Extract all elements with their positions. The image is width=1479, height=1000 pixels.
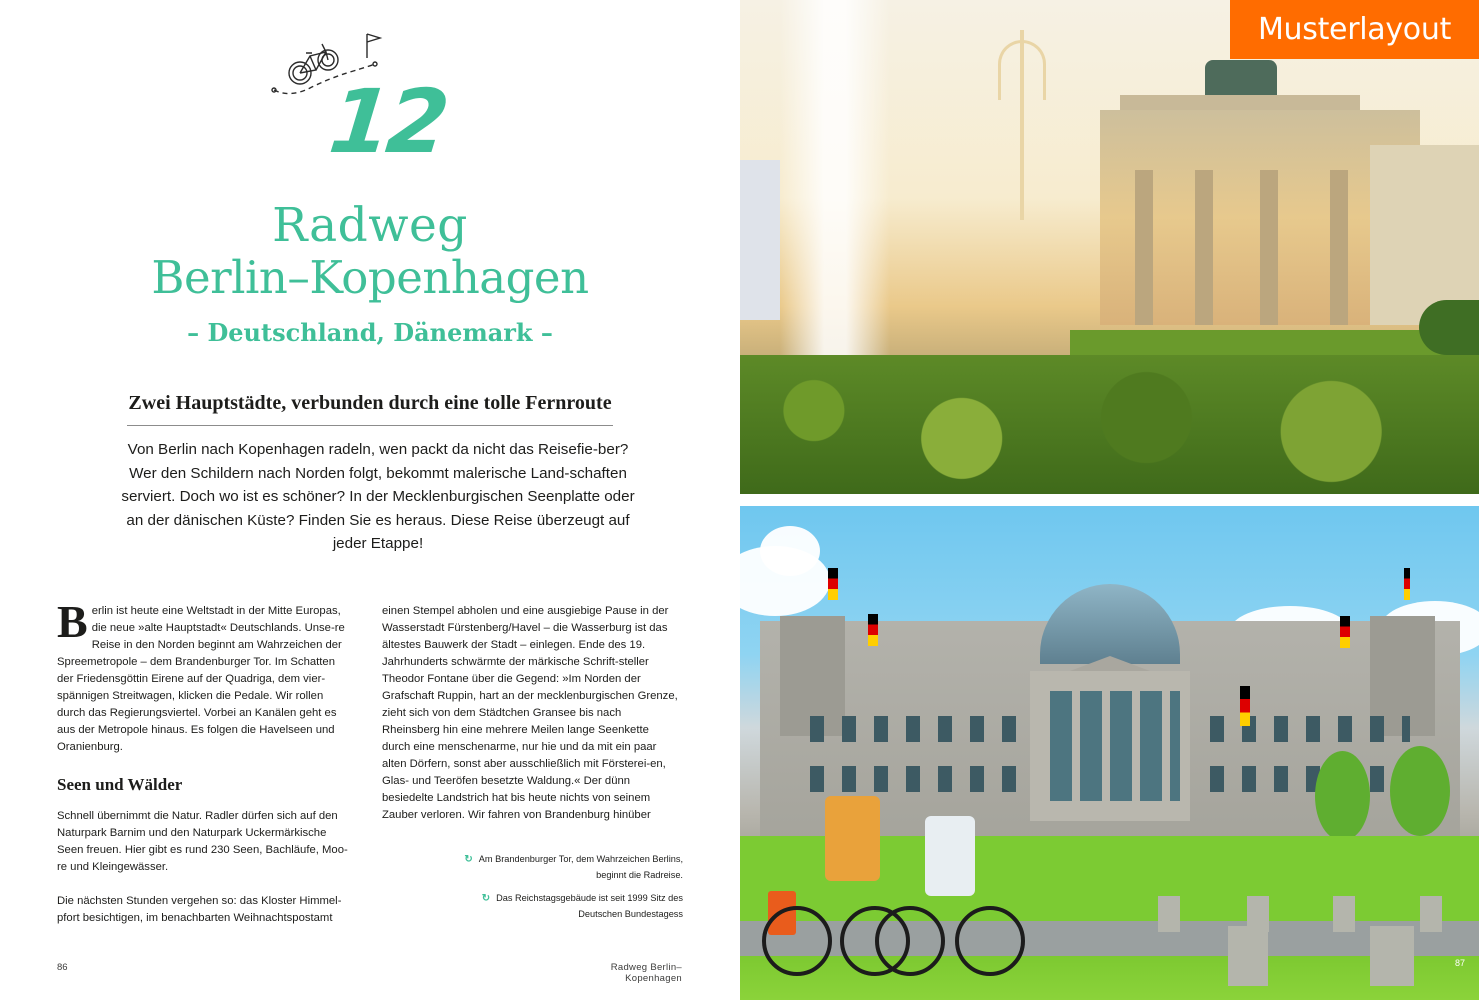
body-column-1 xyxy=(57,596,353,927)
photo-gate-column xyxy=(1195,170,1213,325)
photo-bike-wheel xyxy=(955,906,1025,976)
body-paragraph: erlin ist heute eine Weltstadt in der Mitte Europas, die neue »alte Hauptstadt« Deutschlands. Unse-re Reise in den Norden beginnt am Wahrzeichen der Spreemetropole – dem Brandenburger Tor. Im Schatten der Friedensgöttin Eirene auf der Quadriga, dem vier-spännigen Streitwagen, klicken die Pedale. Wir rollen durch das Regierungsviertel. Vorbei an Kanälen geht es aus der Metropole hinaus. Es folgen die Havelseen und Oranienburg. xyxy=(57,605,345,753)
photo-shrubs xyxy=(740,355,1479,494)
divider xyxy=(127,425,613,426)
photo-flag xyxy=(1340,616,1350,648)
photo-portico-windows xyxy=(1050,691,1180,801)
photo-building xyxy=(740,160,780,320)
caption-brandenburger-tor xyxy=(440,852,683,882)
teaser-heading: Zwei Hauptstädte, verbunden durch eine tolle Fernroute xyxy=(128,392,612,414)
photo-windows xyxy=(1210,766,1410,792)
photo-bollard xyxy=(1228,926,1268,986)
teaser-text: Von Berlin nach Kopenhagen radeln, wen packt da nicht das Reisefie-ber? Wer den Schildern nach Norden folgt, bekommt malerische Land-schaften serviert. Doch wo ist es schöner? In der Mecklenburgischen Seenplatte oder an der dänischen Küste? Finden Sie es heraus. Diese Reise überzeugt auf jeder Etappe! xyxy=(121,441,635,552)
photo-cyclist xyxy=(825,796,880,881)
photo-bike-wheel xyxy=(762,906,832,976)
page-subtitle: – Deutschland, Dänemark – xyxy=(187,318,553,347)
caption-text: Am Brandenburger Tor, dem Wahrzeichen Berlins, beginnt die Radreise. xyxy=(478,854,683,880)
page-title-line2: Berlin–Kopenhagen xyxy=(151,251,589,304)
photo-flag xyxy=(1240,686,1250,726)
page-number-left: 86 xyxy=(57,962,68,973)
photo-tree xyxy=(1390,746,1450,836)
photo-gatehouse xyxy=(1370,145,1479,325)
photo-reichstag xyxy=(740,506,1479,1000)
body-paragraph: Schnell übernimmt die Natur. Radler dürfen sich auf den Naturpark Barnim und den Naturpark Uckermärkische Seen freuen. Hier gibt es rund 230 Seen, Bachläufe, Moo-re und Kleingewässer. xyxy=(57,810,348,873)
photo-flag xyxy=(1404,568,1410,600)
photo-gate-column xyxy=(1135,170,1153,325)
photo-hedge xyxy=(1419,300,1479,355)
photo-dome xyxy=(1040,584,1180,664)
right-page xyxy=(740,0,1479,1000)
photo-flag xyxy=(828,568,838,600)
photo-bollard xyxy=(1420,896,1442,932)
photo-windows xyxy=(810,766,1020,792)
section-heading: Seen und Wälder xyxy=(57,775,183,794)
photo-bollard xyxy=(1370,926,1414,986)
arrow-return-icon: ↻ xyxy=(481,893,491,904)
caption-reichstag xyxy=(440,891,683,921)
caption-text: Das Reichstagsgebäude ist seit 1999 Sitz des Deutschen Bundestagess xyxy=(496,893,683,919)
photo-gate-column xyxy=(1260,170,1278,325)
drop-cap: B xyxy=(57,596,88,647)
body-paragraph: Die nächsten Stunden vergehen so: das Kloster Himmel-pfort besichtigen, im benachbarten Weihnachtspostamt xyxy=(57,895,342,924)
photo-tree xyxy=(1315,751,1370,841)
photo-bollard xyxy=(1158,896,1180,932)
running-head: Radweg Berlin–Kopenhagen xyxy=(610,962,682,984)
photo-bike-wheel xyxy=(875,906,945,976)
arrow-return-icon: ↻ xyxy=(464,854,473,865)
photo-lamp-post xyxy=(1020,30,1024,220)
photo-gate-column xyxy=(1330,170,1348,325)
page-number-right: 87 xyxy=(1454,958,1465,968)
photo-flag xyxy=(868,614,878,646)
photo-captions xyxy=(440,852,683,930)
chapter-number: 12 xyxy=(324,70,450,173)
sample-layout-badge: Musterlayout xyxy=(1230,0,1479,59)
photo-windows xyxy=(810,716,1020,742)
photo-brandenburger-tor xyxy=(740,0,1479,494)
photo-cyclist xyxy=(925,816,975,896)
body-paragraph: einen Stempel abholen und eine ausgiebige Pause in der Wasserstadt Fürstenberg/Havel – die Wasserburg ist das ältestes Bauwerk der Stadt – einlegen. Ende des 19. Jahrhunderts schwärmte der märkische Schrift-steller Theodor Fontane über die Gegend: »Im Norden der Grafschaft Ruppin, hart an der mecklenburgischen Grenze, zieht sich von dem Städtchen Gransee bis nach Rheinsberg hin eine mehrere Meilen lange Seenkette durch eine menschenarme, nur hie und da mit ein paar alten Dörfern, sonst aber ausschließlich mit Försterei-en, Glas- und Teeröfen besetzte Waldung.« Der dünn besiedelte Landstrich hat bis heute nichts von seinem Zauber verloren. Wir fahren von Brandenburg hinüber xyxy=(382,605,678,821)
page-title-line1: Radweg xyxy=(272,198,468,253)
photo-cloud xyxy=(760,526,820,576)
body-column-2 xyxy=(382,603,680,824)
photo-bollard xyxy=(1333,896,1355,932)
photo-quadriga xyxy=(1205,60,1277,100)
